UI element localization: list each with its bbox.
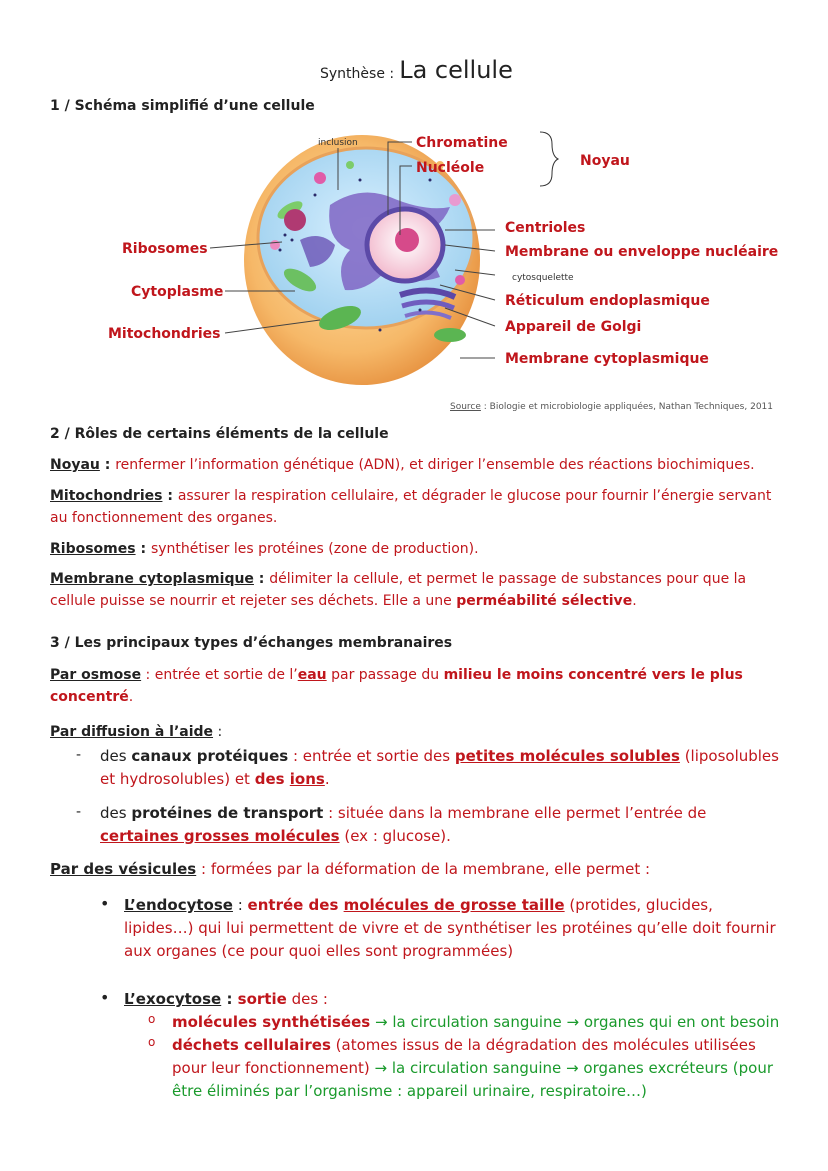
label-centrioles: Centrioles — [505, 220, 586, 236]
exocytose-molecules: molécules synthétisées → la circulation sanguine → organes qui en ont besoin — [172, 1013, 780, 1031]
dash-bullet: - — [76, 747, 82, 763]
label-cytosquelette: cytosquelette — [512, 273, 574, 283]
dash-bullet: - — [76, 804, 82, 820]
exocytose-dechets: déchets cellulaires (atomes issus de la dégradation des molécules utilisées pour leur fonctionnement) → la circulation sanguine → organes excréteurs (pour être éliminés par l’organisme : appareil urinaire, respiratoire…) — [172, 1036, 773, 1100]
label-ribosomes: Ribosomes — [122, 241, 208, 257]
vesicules-endocytose: L’endocytose : entrée des molécules de grosse taille (protides, glucides, lipides…) qui lui permettent de vivre et de synthétiser les protéines qu’elle doit fournir aux organes (ce pour quoi elles sont programmées) — [124, 896, 776, 960]
source-line — [450, 402, 773, 412]
label-reticulum: Réticulum endoplasmique — [505, 293, 710, 309]
section2-heading: 2 / Rôles de certains éléments de la cellule — [50, 426, 389, 442]
round-bullet: • — [100, 988, 110, 1007]
role-membrane: Membrane cytoplasmique : délimiter la cellule, et permet le passage de substances pour que la cellule puisse se nourrir et rejeter ses déchets. Elle a une perméabilité sélective. — [50, 571, 747, 609]
title-main: La cellule — [399, 56, 513, 84]
role-ribosomes: Ribosomes : synthétiser les protéines (zone de production). — [50, 541, 479, 557]
label-chromatine: Chromatine — [416, 135, 508, 151]
exchange-diffusion: Par diffusion à l’aide : — [50, 724, 223, 740]
section3-heading: 3 / Les principaux types d’échanges membranaires — [50, 635, 453, 651]
label-noyau: Noyau — [580, 153, 630, 169]
role-mitochondries: Mitochondries : assurer la respiration cellulaire, et dégrader le glucose pour fournir l’énergie servant au fonctionnement des organes. — [50, 488, 772, 526]
source-text: : Biologie et microbiologie appliquées, Nathan Techniques, 2011 — [480, 402, 773, 412]
round-bullet: • — [100, 894, 110, 913]
label-cytoplasme: Cytoplasme — [131, 284, 224, 300]
source-label: Source — [450, 402, 481, 412]
page-title — [320, 56, 513, 84]
exchange-vesicules: Par des vésicules : formées par la déformation de la membrane, elle permet : — [50, 860, 651, 878]
title-prefix: Synthèse : — [320, 66, 395, 82]
cell-diagram — [0, 120, 828, 420]
label-golgi: Appareil de Golgi — [505, 319, 642, 335]
role-noyau: Noyau : renfermer l’information génétique (ADN), et diriger l’ensemble des réactions biochimiques. — [50, 457, 755, 473]
label-mitochondries: Mitochondries — [108, 326, 221, 342]
diffusion-item-proteines: des protéines de transport : située dans la membrane elle permet l’entrée de certaines grosses molécules (ex : glucose). — [100, 804, 707, 845]
circle-bullet: o — [148, 1035, 156, 1049]
exchange-osmose: Par osmose : entrée et sortie de l’eau par passage du milieu le moins concentré vers le plus concentré. — [50, 667, 743, 705]
nucleolus-shape — [395, 228, 419, 252]
vesicules-exocytose: L’exocytose : sortie des : — [124, 990, 328, 1008]
label-membrane-cyto: Membrane cytoplasmique — [505, 351, 709, 367]
label-inclusion: inclusion — [318, 138, 358, 148]
section1-heading: 1 / Schéma simplifié d’une cellule — [50, 98, 315, 114]
diffusion-item-canaux: des canaux protéiques : entrée et sortie des petites molécules solubles (liposolubles et hydrosolubles) et des ions. — [100, 747, 779, 788]
circle-bullet: o — [148, 1012, 156, 1026]
label-membrane-nucleaire: Membrane ou enveloppe nucléaire — [505, 244, 779, 260]
label-nucleole: Nucléole — [416, 160, 485, 176]
